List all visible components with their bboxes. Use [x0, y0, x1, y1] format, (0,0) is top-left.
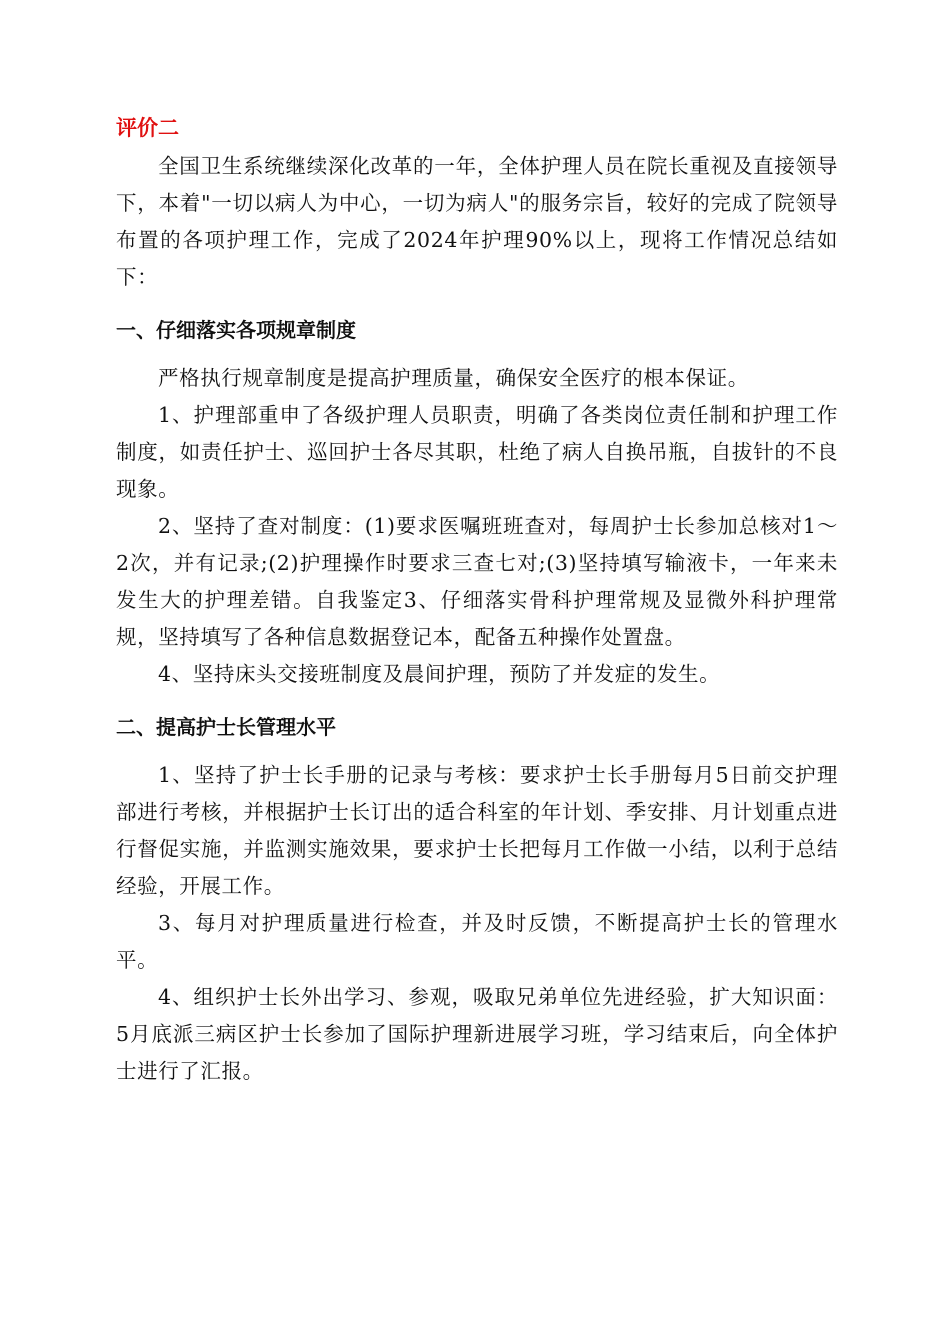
section-2-paragraph: 1、坚持了护士长手册的记录与考核：要求护士长手册每月5日前交护理部进行考核，并根据护士长订出的适合科室的年计划、季安排、月计划重点进行督促实施，并监测实施效果，要求护士长把每月工作做一小结，以利于总结经验，开展工作。	[116, 763, 838, 898]
section-1-paragraph: 1、护理部重申了各级护理人员职责，明确了各类岗位责任制和护理工作制度，如责任护士、巡回护士各尽其职，杜绝了病人自换吊瓶，自拔针的不良现象。	[116, 403, 838, 501]
document-body	[116, 108, 838, 1090]
section-1-heading: 一、仔细落实各项规章制度	[116, 318, 356, 342]
section-1-paragraph: 2、坚持了查对制度：(1)要求医嘱班班查对，每周护士长参加总核对1～2次，并有记录;(2)护理操作时要求三查七对;(3)坚持填写输液卡，一年来未发生大的护理差错。自我鉴定3、仔细落实骨科护理常规及显微外科护理常规，坚持填写了各种信息数据登记本，配备五种操作处置盘。	[116, 514, 838, 649]
section-2-paragraph: 4、组织护士长外出学习、参观，吸取兄弟单位先进经验，扩大知识面：5月底派三病区护士长参加了国际护理新进展学习班，学习结束后，向全体护士进行了汇报。	[116, 985, 838, 1083]
section-1-paragraph: 严格执行规章制度是提高护理质量，确保安全医疗的根本保证。	[158, 366, 749, 390]
intro-paragraph: 全国卫生系统继续深化改革的一年，全体护理人员在院长重视及直接领导下，本着"一切以病人为中心，一切为病人"的服务宗旨，较好的完成了院领导布置的各项护理工作，完成了2024年护理90%以上，现将工作情况总结如下：	[116, 154, 838, 289]
document-title: 评价二	[116, 116, 179, 140]
section-2-heading: 二、提高护士长管理水平	[116, 715, 336, 739]
section-2-paragraph: 3、每月对护理质量进行检查，并及时反馈，不断提高护士长的管理水平。	[116, 911, 838, 972]
section-1-paragraph: 4、坚持床头交接班制度及晨间护理，预防了并发症的发生。	[158, 662, 721, 686]
